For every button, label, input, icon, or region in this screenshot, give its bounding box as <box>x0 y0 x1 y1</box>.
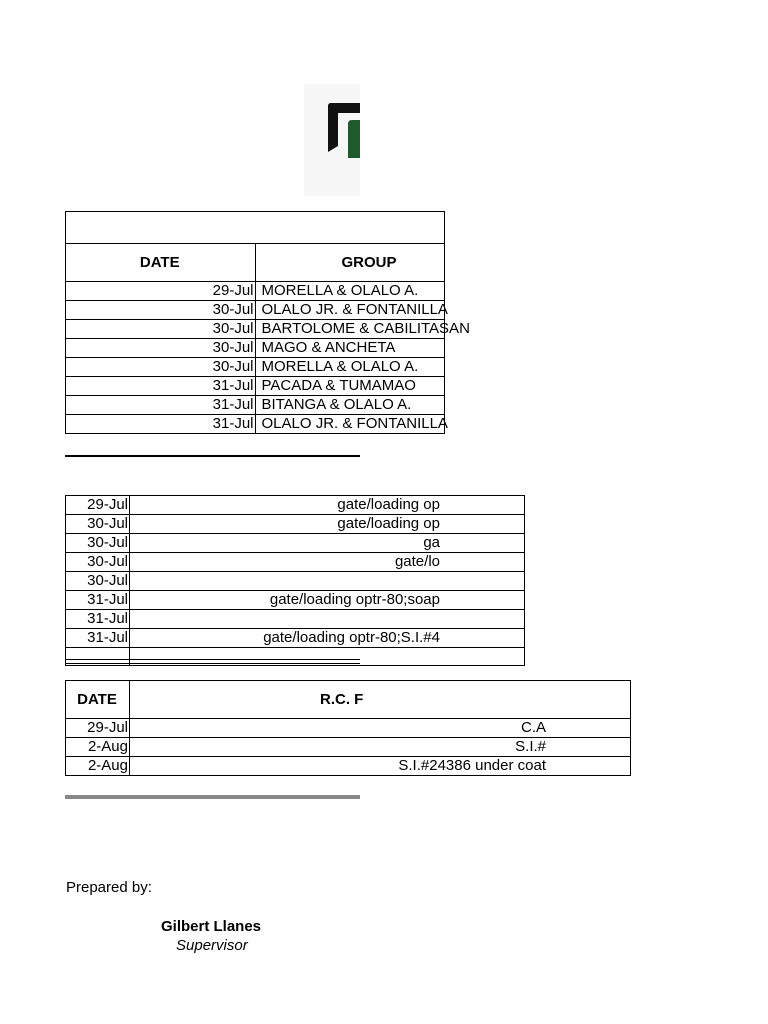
group-cell: PACADA & TUMAMAO <box>255 377 445 396</box>
date-cell: 30-Jul <box>66 301 256 320</box>
date-cell: 30-Jul <box>66 534 130 553</box>
table-row <box>66 282 445 301</box>
table-row <box>66 415 445 434</box>
remark-cell: gate/loading optr-80;soap <box>130 591 525 610</box>
groups-table <box>65 211 470 434</box>
date-cell: 31-Jul <box>66 629 130 648</box>
date-cell: 29-Jul <box>66 719 130 738</box>
table-row <box>66 738 631 757</box>
group-cell: MORELLA & OLALO A. <box>255 282 445 301</box>
section-divider <box>65 659 360 664</box>
groups-table-title-row <box>66 212 445 244</box>
date-cell: 2-Aug <box>66 757 130 776</box>
table-row <box>66 358 445 377</box>
table-row <box>66 396 445 415</box>
table-row <box>66 553 525 572</box>
date-cell: 30-Jul <box>66 358 256 377</box>
group-cell: OLALO JR. & FONTANILLA <box>255 415 445 434</box>
date-cell: 30-Jul <box>66 572 130 591</box>
section-divider <box>65 795 360 799</box>
table-row <box>66 339 445 358</box>
table-row <box>66 719 631 738</box>
table-row <box>66 629 525 648</box>
group-column-header: GROUP <box>255 244 445 282</box>
group-cell: BITANGA & OLALO A. <box>255 396 445 415</box>
date-cell: 29-Jul <box>66 282 256 301</box>
table-row <box>66 515 525 534</box>
date-cell: 31-Jul <box>66 610 130 629</box>
rc-cell: S.I.#24386 under coat <box>130 757 631 776</box>
remark-cell: gate/loading op <box>130 515 525 534</box>
remark-cell: ga <box>130 534 525 553</box>
date-cell: 30-Jul <box>66 515 130 534</box>
table-row <box>66 572 525 591</box>
table-row <box>66 377 445 396</box>
groups-table-header <box>66 244 445 282</box>
remark-cell: gate/loading op <box>130 496 525 515</box>
table-row <box>66 320 445 339</box>
rc-table <box>65 680 631 776</box>
remark-cell <box>130 610 525 629</box>
date-cell: 31-Jul <box>66 415 256 434</box>
rc-cell: C.A <box>130 719 631 738</box>
table-row <box>66 610 525 629</box>
group-cell: MAGO & ANCHETA <box>255 339 445 358</box>
table-row <box>66 301 445 320</box>
date-cell: 30-Jul <box>66 339 256 358</box>
table-row <box>66 757 631 776</box>
signer-role: Supervisor <box>176 937 248 954</box>
section-divider <box>65 455 360 457</box>
remark-cell: gate/loading optr-80;S.I.#4 <box>130 629 525 648</box>
remark-cell <box>130 572 525 591</box>
table-row <box>66 534 525 553</box>
prepared-by-label: Prepared by: <box>66 879 152 896</box>
date-cell: 31-Jul <box>66 591 130 610</box>
rc-column-header: R.C. F <box>130 681 631 719</box>
table-row <box>66 496 525 515</box>
date-cell: 2-Aug <box>66 738 130 757</box>
date-cell: 29-Jul <box>66 496 130 515</box>
group-cell: MORELLA & OLALO A. <box>255 358 445 377</box>
remark-cell: gate/lo <box>130 553 525 572</box>
date-cell: 30-Jul <box>66 320 256 339</box>
table-row <box>66 591 525 610</box>
remarks-table <box>65 495 525 666</box>
date-cell: 30-Jul <box>66 553 130 572</box>
group-cell: OLALO JR. & FONTANILLA <box>255 301 445 320</box>
rc-cell: S.I.# <box>130 738 631 757</box>
date-column-header: DATE <box>66 244 256 282</box>
date-cell: 31-Jul <box>66 377 256 396</box>
date-cell: 31-Jul <box>66 396 256 415</box>
date-column-header: DATE <box>66 681 130 719</box>
signer-name: Gilbert Llanes <box>161 918 262 935</box>
rc-table-header <box>66 681 631 719</box>
group-cell: BARTOLOME & CABILITASAN <box>255 320 445 339</box>
